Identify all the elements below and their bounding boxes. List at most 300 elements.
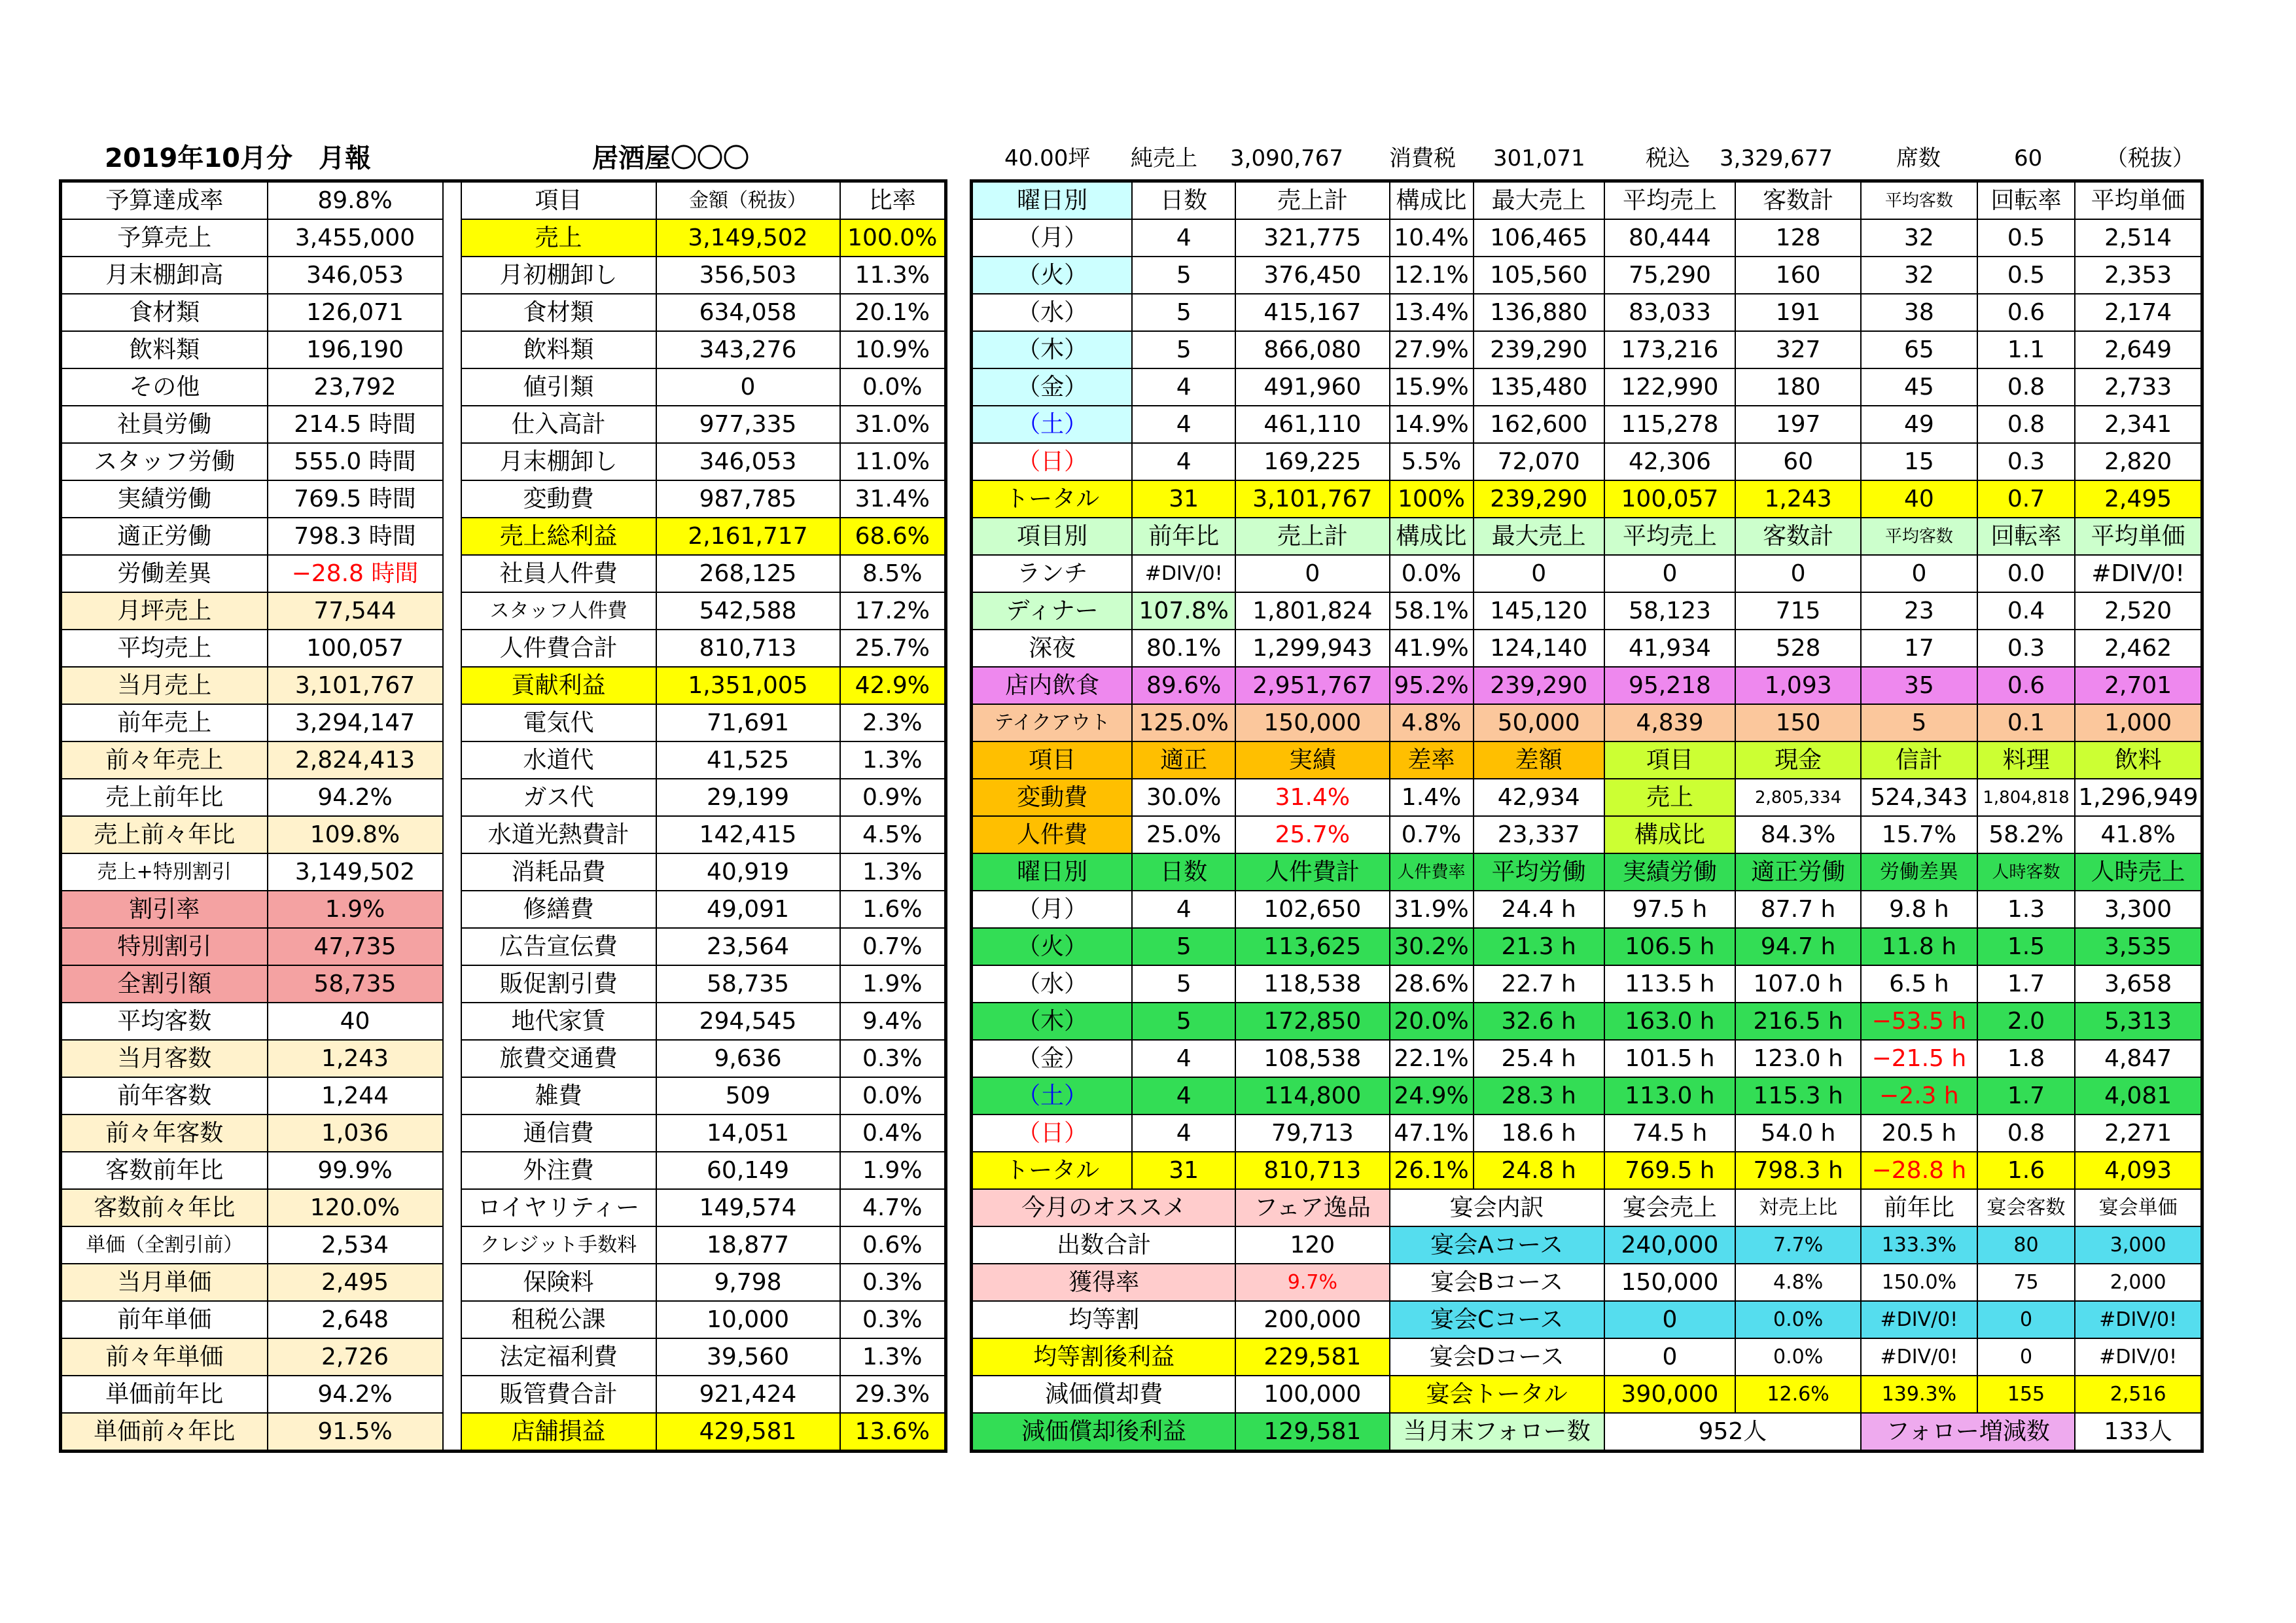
cost-item-ratio: 31.4%: [840, 480, 946, 518]
item-row-cell: 0.6: [1977, 667, 2075, 704]
labor-row-cell: 4: [1132, 1040, 1235, 1077]
day-header-cell: 日数: [1132, 181, 1235, 220]
item-row-cell: 0: [1735, 555, 1861, 592]
labor-row-cell: 94.7 h: [1735, 928, 1861, 965]
item-row-cell: 23: [1861, 592, 1977, 630]
metric-value: 214.5 時間: [268, 406, 443, 443]
ratio-row-right-cell: 84.3%: [1735, 816, 1861, 853]
labor-row: [972, 928, 2202, 965]
promo-label: 獲得率: [972, 1264, 1236, 1301]
cost-item-amount: 0: [656, 368, 840, 406]
promo-value: 120: [1235, 1226, 1389, 1264]
cost-item-ratio: 0.9%: [840, 779, 946, 816]
ratio-header-left-cell: 実績: [1235, 741, 1389, 779]
promo-value: 9.7%: [1235, 1264, 1389, 1301]
column-gap: [443, 368, 461, 406]
banquet-row-cell: 宴会Bコース: [1390, 1264, 1604, 1301]
day-row-cell: 0.6: [1977, 294, 2075, 331]
banquet-header-cell: 宴会内訳: [1390, 1189, 1604, 1226]
item-header-cell: 平均客数: [1861, 518, 1977, 555]
item-row-cell: 4,839: [1604, 704, 1735, 741]
day-row-cell: 5: [1132, 257, 1235, 294]
cost-item-ratio: 0.3%: [840, 1301, 946, 1338]
net-sales-label: 純売上: [1131, 145, 1197, 171]
labor-header-cell: 人件費計: [1235, 853, 1389, 891]
metric-label: 予算売上: [61, 219, 268, 257]
day-row-cell: 12.1%: [1390, 257, 1474, 294]
cost-item-amount: 14,051: [656, 1115, 840, 1152]
item-row-cell: 124,140: [1474, 630, 1604, 667]
day-row-cell: 122,990: [1604, 368, 1735, 406]
day-row-cell: 136,880: [1474, 294, 1604, 331]
item-row-cell: 41,934: [1604, 630, 1735, 667]
column-gap: [443, 1301, 461, 1338]
labor-row-cell: 113.5 h: [1604, 965, 1735, 1003]
cost-item-ratio: 0.3%: [840, 1264, 946, 1301]
metric-value: 3,294,147: [268, 704, 443, 741]
cost-item-label: 雑費: [461, 1077, 656, 1115]
labor-row-cell: −53.5 h: [1861, 1003, 1977, 1040]
day-row-cell: 321,775: [1235, 219, 1389, 257]
metric-value: 126,071: [268, 294, 443, 331]
day-row-cell: 27.9%: [1390, 331, 1474, 368]
metric-value: 89.8%: [268, 181, 443, 220]
day-row-cell: 0.5: [1977, 219, 2075, 257]
follow-change-label: フォロー増減数: [1861, 1413, 2075, 1452]
banquet-row-cell: 宴会トータル: [1390, 1376, 1604, 1413]
seats-label: 席数: [1896, 145, 1941, 171]
cost-item-ratio: 11.0%: [840, 443, 946, 480]
metric-value: −28.8 時間: [268, 555, 443, 592]
ratio-header-right-cell: 項目: [1604, 741, 1735, 779]
promo-label: 均等割: [972, 1301, 1236, 1338]
cost-item-label: 販促割引費: [461, 965, 656, 1003]
column-gap: [443, 181, 461, 220]
metric-value: 77,544: [268, 592, 443, 630]
labor-row-cell: （日）: [972, 1115, 1133, 1152]
metric-label: 前々年単価: [61, 1338, 268, 1376]
cost-item-label: ロイヤリティー: [461, 1189, 656, 1226]
item-row-cell: 0: [1861, 555, 1977, 592]
item-row-cell: ランチ: [972, 555, 1133, 592]
cost-item-amount: 429,581: [656, 1413, 840, 1452]
day-row-cell: 60: [1735, 443, 1861, 480]
day-total-row-cell: 239,290: [1474, 480, 1604, 518]
ratio-row: [972, 816, 2202, 853]
item-row: [972, 592, 2202, 630]
day-total-row-cell: 100,057: [1604, 480, 1735, 518]
ratio-row-left-cell: 0.7%: [1390, 816, 1474, 853]
ratio-header: [972, 741, 2202, 779]
item-header-cell: 回転率: [1977, 518, 2075, 555]
incl-tax-value: 3,329,677: [1720, 145, 1833, 171]
day-row-cell: 0.5: [1977, 257, 2075, 294]
cost-item-amount: 41,525: [656, 741, 840, 779]
left-row: [61, 443, 946, 480]
metric-label: 当月単価: [61, 1264, 268, 1301]
cost-item-amount: 268,125: [656, 555, 840, 592]
labor-header-cell: 平均労働: [1474, 853, 1604, 891]
day-row-cell: 461,110: [1235, 406, 1389, 443]
promo-value: 100,000: [1235, 1376, 1389, 1413]
labor-total-row-cell: 769.5 h: [1604, 1152, 1735, 1189]
labor-row-cell: 172,850: [1235, 1003, 1389, 1040]
day-total-row-cell: 3,101,767: [1235, 480, 1389, 518]
item-row-cell: 1,299,943: [1235, 630, 1389, 667]
banquet-row-cell: 2,000: [2075, 1264, 2202, 1301]
labor-row: [972, 1003, 2202, 1040]
labor-total-row-cell: 31: [1132, 1152, 1235, 1189]
follow-change-value: 133人: [2075, 1413, 2202, 1452]
labor-row-cell: 24.9%: [1390, 1077, 1474, 1115]
labor-row-cell: 113,625: [1235, 928, 1389, 965]
banquet-header-cell: 宴会単価: [2075, 1189, 2202, 1226]
item-row-cell: 35: [1861, 667, 1977, 704]
day-row-cell: 376,450: [1235, 257, 1389, 294]
column-gap: [443, 630, 461, 667]
cost-item-label: スタッフ人件費: [461, 592, 656, 630]
column-gap: [443, 1376, 461, 1413]
labor-row-cell: 28.3 h: [1474, 1077, 1604, 1115]
labor-row-cell: 102,650: [1235, 891, 1389, 928]
promo-label: 減価償却費: [972, 1376, 1236, 1413]
day-row-cell: 0.8: [1977, 368, 2075, 406]
day-row-cell: 0.8: [1977, 406, 2075, 443]
labor-row-cell: 3,535: [2075, 928, 2202, 965]
labor-row-cell: 1.8: [1977, 1040, 2075, 1077]
day-total-row: [972, 480, 2202, 518]
ratio-row-left-cell: 1.4%: [1390, 779, 1474, 816]
labor-row-cell: 3,658: [2075, 965, 2202, 1003]
promo-label: 今月のオススメ: [972, 1189, 1236, 1226]
left-row: [61, 1413, 946, 1452]
labor-total-row-cell: 26.1%: [1390, 1152, 1474, 1189]
item-header-cell: 売上計: [1235, 518, 1389, 555]
labor-row-cell: 4,847: [2075, 1040, 2202, 1077]
cost-item-label: 月末棚卸し: [461, 443, 656, 480]
cost-item-ratio: 0.3%: [840, 1040, 946, 1077]
item-row-cell: 深夜: [972, 630, 1133, 667]
cost-item-amount: 40,919: [656, 853, 840, 891]
metric-label: 客数前々年比: [61, 1189, 268, 1226]
item-header: [972, 518, 2202, 555]
banquet-row-cell: 4.8%: [1735, 1264, 1861, 1301]
banquet-row-cell: 2,516: [2075, 1376, 2202, 1413]
banquet-row-cell: 0: [1604, 1338, 1735, 1376]
left-row: [61, 704, 946, 741]
item-row-cell: 239,290: [1474, 667, 1604, 704]
cost-item-label: 販管費合計: [461, 1376, 656, 1413]
banquet-row-cell: 宴会Dコース: [1390, 1338, 1604, 1376]
item-row-cell: 2,462: [2075, 630, 2202, 667]
column-gap: [443, 592, 461, 630]
tsubo-value: 40.00坪: [1004, 145, 1091, 171]
left-row: [61, 1003, 946, 1040]
item-row-cell: 4.8%: [1390, 704, 1474, 741]
cost-item-ratio: 1.3%: [840, 853, 946, 891]
day-row-cell: 72,070: [1474, 443, 1604, 480]
promo-row: [972, 1226, 2202, 1264]
day-row-cell: 128: [1735, 219, 1861, 257]
day-row-cell: 169,225: [1235, 443, 1389, 480]
promo-value: 229,581: [1235, 1338, 1389, 1376]
metric-value: 555.0 時間: [268, 443, 443, 480]
cost-item-ratio: 10.9%: [840, 331, 946, 368]
item-row-cell: 2,951,767: [1235, 667, 1389, 704]
metric-value: 40: [268, 1003, 443, 1040]
banquet-row-cell: 155: [1977, 1376, 2075, 1413]
column-gap: [443, 294, 461, 331]
column-gap: [443, 667, 461, 704]
cost-item-label: 貢献利益: [461, 667, 656, 704]
day-row-cell: 197: [1735, 406, 1861, 443]
left-row: [61, 294, 946, 331]
item-row-cell: 2,701: [2075, 667, 2202, 704]
cost-item-amount: 634,058: [656, 294, 840, 331]
promo-label: 均等割後利益: [972, 1338, 1236, 1376]
metric-label: 飲料類: [61, 331, 268, 368]
cost-item-amount: 294,545: [656, 1003, 840, 1040]
metric-value: 346,053: [268, 257, 443, 294]
labor-row-cell: 11.8 h: [1861, 928, 1977, 965]
metric-value: 23,792: [268, 368, 443, 406]
labor-row-cell: 18.6 h: [1474, 1115, 1604, 1152]
item-row-cell: 107.8%: [1132, 592, 1235, 630]
day-row-cell: 2,649: [2075, 331, 2202, 368]
banquet-row-cell: 0.0%: [1735, 1338, 1861, 1376]
item-row-cell: 0.3: [1977, 630, 2075, 667]
ratio-row-left-cell: 23,337: [1474, 816, 1604, 853]
item-row: [972, 555, 2202, 592]
day-total-row-cell: トータル: [972, 480, 1133, 518]
day-row-cell: 0.3: [1977, 443, 2075, 480]
labor-row-cell: 22.1%: [1390, 1040, 1474, 1077]
metric-value: 109.8%: [268, 816, 443, 853]
cost-item-amount: 9,798: [656, 1264, 840, 1301]
cost-item-label: 仕入高計: [461, 406, 656, 443]
metric-label: 単価前年比: [61, 1376, 268, 1413]
labor-header-cell: 人時客数: [1977, 853, 2075, 891]
cost-item-ratio: 17.2%: [840, 592, 946, 630]
cost-item-ratio: 4.5%: [840, 816, 946, 853]
item-row-cell: 715: [1735, 592, 1861, 630]
banquet-row-cell: #DIV/0!: [1861, 1301, 1977, 1338]
day-row-cell: 38: [1861, 294, 1977, 331]
ratio-header-right-cell: 飲料: [2075, 741, 2202, 779]
ratio-row-right-cell: 524,343: [1861, 779, 1977, 816]
left-row: [61, 779, 946, 816]
metric-label: 当月売上: [61, 667, 268, 704]
item-row-cell: 95.2%: [1390, 667, 1474, 704]
labor-row-cell: −2.3 h: [1861, 1077, 1977, 1115]
item-row-cell: 1,000: [2075, 704, 2202, 741]
labor-row-cell: （木）: [972, 1003, 1133, 1040]
cost-item-amount: 987,785: [656, 480, 840, 518]
ratio-header-right-cell: 信計: [1861, 741, 1977, 779]
cost-header-item: 項目: [461, 181, 656, 220]
promo-value: 200,000: [1235, 1301, 1389, 1338]
metric-label: その他: [61, 368, 268, 406]
item-row-cell: #DIV/0!: [2075, 555, 2202, 592]
left-row: [61, 1264, 946, 1301]
day-row-cell: 2,341: [2075, 406, 2202, 443]
left-row: [61, 741, 946, 779]
metric-value: 100,057: [268, 630, 443, 667]
item-row-cell: #DIV/0!: [1132, 555, 1235, 592]
column-gap: [443, 741, 461, 779]
cost-item-label: 通信費: [461, 1115, 656, 1152]
ratio-row-right-cell: 58.2%: [1977, 816, 2075, 853]
metric-value: 2,824,413: [268, 741, 443, 779]
cost-item-label: 旅費交通費: [461, 1040, 656, 1077]
item-row-cell: 41.9%: [1390, 630, 1474, 667]
item-row-cell: 0.4: [1977, 592, 2075, 630]
metric-value: 99.9%: [268, 1152, 443, 1189]
column-gap: [443, 518, 461, 555]
ratio-header-left-cell: 項目: [972, 741, 1133, 779]
banquet-row-cell: 390,000: [1604, 1376, 1735, 1413]
promo-row: [972, 1413, 2202, 1452]
left-row: [61, 219, 946, 257]
metric-value: 196,190: [268, 331, 443, 368]
banquet-header-cell: 前年比: [1861, 1189, 1977, 1226]
item-row-cell: 5: [1861, 704, 1977, 741]
labor-row-cell: 1.3: [1977, 891, 2075, 928]
net-sales-value: 3,090,767: [1230, 145, 1344, 171]
item-row-cell: 0.1: [1977, 704, 2075, 741]
labor-row-cell: 163.0 h: [1604, 1003, 1735, 1040]
labor-row-cell: −21.5 h: [1861, 1040, 1977, 1077]
metric-value: 3,149,502: [268, 853, 443, 891]
item-header-cell: 平均売上: [1604, 518, 1735, 555]
metric-value: 1,036: [268, 1115, 443, 1152]
cost-item-ratio: 31.0%: [840, 406, 946, 443]
metric-label: 月末棚卸高: [61, 257, 268, 294]
cost-item-amount: 542,588: [656, 592, 840, 630]
labor-header-cell: 人時売上: [2075, 853, 2202, 891]
column-gap: [443, 1264, 461, 1301]
cost-item-label: 保険料: [461, 1264, 656, 1301]
labor-total-row: [972, 1152, 2202, 1189]
column-gap: [443, 928, 461, 965]
day-total-row-cell: 31: [1132, 480, 1235, 518]
cost-header-amount: 金額（税抜）: [656, 181, 840, 220]
cost-item-ratio: 2.3%: [840, 704, 946, 741]
cost-item-ratio: 100.0%: [840, 219, 946, 257]
day-total-row-cell: 1,243: [1735, 480, 1861, 518]
column-gap: [443, 555, 461, 592]
day-row-cell: 491,960: [1235, 368, 1389, 406]
tax-label: 消費税: [1389, 145, 1456, 171]
cost-item-ratio: 20.1%: [840, 294, 946, 331]
promo-label: 出数合計: [972, 1226, 1236, 1264]
labor-row-cell: 1.7: [1977, 1077, 2075, 1115]
day-row-cell: 42,306: [1604, 443, 1735, 480]
labor-total-row-cell: トータル: [972, 1152, 1133, 1189]
day-header-cell: 平均客数: [1861, 181, 1977, 220]
labor-row-cell: 106.5 h: [1604, 928, 1735, 965]
day-row-cell: 327: [1735, 331, 1861, 368]
ratio-row-left-cell: 31.4%: [1235, 779, 1389, 816]
cost-item-ratio: 29.3%: [840, 1376, 946, 1413]
item-row-cell: 89.6%: [1132, 667, 1235, 704]
day-total-row-cell: 0.7: [1977, 480, 2075, 518]
day-row: [972, 368, 2202, 406]
cost-item-amount: 18,877: [656, 1226, 840, 1264]
labor-row-cell: 20.0%: [1390, 1003, 1474, 1040]
labor-total-row-cell: 810,713: [1235, 1152, 1389, 1189]
cost-item-label: 売上総利益: [461, 518, 656, 555]
day-row-cell: 2,353: [2075, 257, 2202, 294]
banquet-row-cell: 宴会Aコース: [1390, 1226, 1604, 1264]
day-row-cell: （日）: [972, 443, 1133, 480]
cost-item-ratio: 68.6%: [840, 518, 946, 555]
labor-row-cell: 107.0 h: [1735, 965, 1861, 1003]
cost-item-ratio: 11.3%: [840, 257, 946, 294]
metric-label: 実績労働: [61, 480, 268, 518]
cost-item-ratio: 0.0%: [840, 368, 946, 406]
labor-row-cell: 9.8 h: [1861, 891, 1977, 928]
day-row-cell: 13.4%: [1390, 294, 1474, 331]
day-row-cell: 239,290: [1474, 331, 1604, 368]
cost-item-label: 租税公課: [461, 1301, 656, 1338]
item-row-cell: テイクアウト: [972, 704, 1133, 741]
labor-header-cell: 曜日別: [972, 853, 1133, 891]
left-row: [61, 592, 946, 630]
banquet-row-cell: 0: [1977, 1338, 2075, 1376]
cost-item-ratio: 1.3%: [840, 1338, 946, 1376]
labor-total-row-cell: 4,093: [2075, 1152, 2202, 1189]
cost-item-ratio: 1.9%: [840, 965, 946, 1003]
metric-value: 2,726: [268, 1338, 443, 1376]
day-row-cell: 4: [1132, 443, 1235, 480]
cost-item-ratio: 0.7%: [840, 928, 946, 965]
ratio-header-left-cell: 適正: [1132, 741, 1235, 779]
item-row: [972, 667, 2202, 704]
item-row-cell: 145,120: [1474, 592, 1604, 630]
day-row-cell: 14.9%: [1390, 406, 1474, 443]
labor-row-cell: 87.7 h: [1735, 891, 1861, 928]
day-row-cell: 1.1: [1977, 331, 2075, 368]
banquet-row-cell: 80: [1977, 1226, 2075, 1264]
ratio-row-right-cell: 1,804,818: [1977, 779, 2075, 816]
left-row: [61, 555, 946, 592]
labor-row-cell: 1.7: [1977, 965, 2075, 1003]
labor-row-cell: 4,081: [2075, 1077, 2202, 1115]
labor-row-cell: 5,313: [2075, 1003, 2202, 1040]
cost-item-amount: 58,735: [656, 965, 840, 1003]
day-row-cell: 4: [1132, 219, 1235, 257]
cost-item-amount: 1,351,005: [656, 667, 840, 704]
day-header-cell: 客数計: [1735, 181, 1861, 220]
cost-item-label: 修繕費: [461, 891, 656, 928]
metric-label: 食材類: [61, 294, 268, 331]
item-row-cell: 0: [1604, 555, 1735, 592]
ratio-row: [972, 779, 2202, 816]
cost-item-label: 電気代: [461, 704, 656, 741]
labor-row-cell: 30.2%: [1390, 928, 1474, 965]
metric-label: 予算達成率: [61, 181, 268, 220]
banquet-row-cell: #DIV/0!: [1861, 1338, 1977, 1376]
cost-item-amount: 71,691: [656, 704, 840, 741]
ratio-row-right-cell: 1,296,949: [2075, 779, 2202, 816]
ratio-header-right-cell: 現金: [1735, 741, 1861, 779]
report-header: [0, 140, 2296, 177]
column-gap: [443, 1226, 461, 1264]
left-row: [61, 1040, 946, 1077]
item-row-cell: 17: [1861, 630, 1977, 667]
left-row: [61, 816, 946, 853]
